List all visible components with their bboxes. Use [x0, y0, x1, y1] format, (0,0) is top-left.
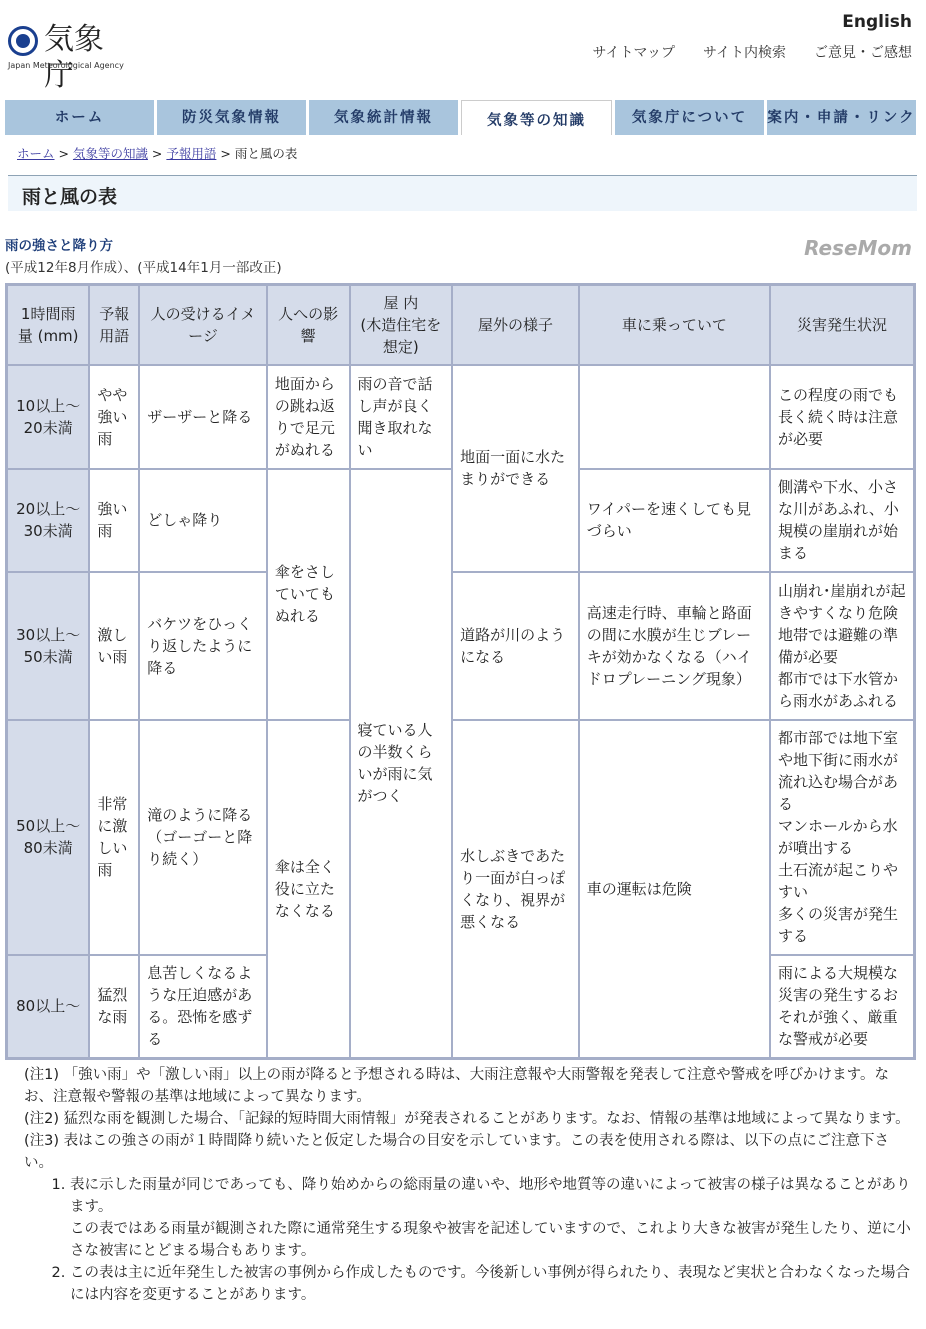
cell-indoor: 寝ている人の半数くらいが雨に気がつく: [350, 469, 453, 1059]
cell-effect: 傘をさしていてもぬれる: [267, 469, 350, 720]
cell-image: どしゃ降り: [139, 469, 267, 572]
rain-table: [5, 283, 916, 1060]
cell-term: 非常に激しい雨: [89, 720, 139, 955]
header-car: 車に乗っていて: [579, 285, 770, 365]
cell-car: 車の運転は危険: [579, 720, 770, 1059]
cell-outdoor: 道路が川のようになる: [452, 572, 579, 720]
cell-disaster: 山崩れ･崖崩れが起きやすくなり危険地帯では避難の準備が必要 都市では下水管から雨水があふれる: [770, 572, 915, 720]
site-search-link[interactable]: サイト内検索: [702, 45, 786, 61]
cell-car: ワイパーを速くしても見づらい: [579, 469, 770, 572]
sitemap-link[interactable]: サイトマップ: [592, 45, 675, 61]
cell-rain: 20以上～30未満: [7, 469, 90, 572]
nav-disaster-info[interactable]: 防災気象情報: [157, 100, 306, 135]
table-row: [7, 572, 915, 720]
cell-disaster: 雨による大規模な災害の発生するおそれが強く、厳重な警戒が必要: [770, 955, 915, 1059]
utility-links: [593, 42, 913, 62]
cell-rain: 10以上～20未満: [7, 365, 90, 469]
cell-term: やや強い雨: [89, 365, 139, 469]
cell-term: 強い雨: [89, 469, 139, 572]
cell-term: 激しい雨: [89, 572, 139, 720]
cell-image: 息苦しくなるような圧迫感がある。恐怖を感ずる: [139, 955, 267, 1059]
note-3: (注3) 表はこの強さの雨が１時間降り続いたと仮定した場合の目安を示しています。この表を使用される際は、以下の点にご注意下さい。: [24, 1133, 889, 1171]
cell-disaster: 側溝や下水、小さな川があふれ、小規模の崖崩れが始まる: [770, 469, 915, 572]
watermark-logo: ReseMom: [804, 236, 912, 260]
breadcrumb: ホーム > 気象等の知識 > 予報用語 > 雨と風の表: [17, 146, 298, 161]
nav-home[interactable]: ホーム: [5, 100, 154, 135]
feedback-link[interactable]: ご意見・ご感想: [814, 45, 912, 61]
cell-outdoor: 地面一面に水たまりができる: [452, 365, 579, 572]
cell-indoor: 雨の音で話し声が良く聞き取れない: [350, 365, 453, 469]
header-outdoor: 屋外の様子: [452, 285, 579, 365]
note-item: 2. この表は主に近年発生した被害の事例から作成したものです。今後新しい事例が得られたり、表現など実状と合わなくなった場合には内容を変更することがあります。: [70, 1262, 914, 1306]
main-nav: [5, 100, 916, 135]
cell-image: バケツをひっくり返したように降る: [139, 572, 267, 720]
header-effect: 人への影響: [267, 285, 350, 365]
breadcrumb-home[interactable]: ホーム: [17, 146, 55, 161]
table-row: [7, 365, 915, 469]
header-term: 予報用語: [89, 285, 139, 365]
jma-logo-mark-icon: [8, 26, 38, 56]
header-disaster: 災害発生状況: [770, 285, 915, 365]
header-image: 人の受けるイメージ: [139, 285, 267, 365]
jma-logo[interactable]: [6, 22, 131, 93]
note-item: 1. 表に示した雨量が同じであっても、降り始めからの総雨量の違いや、地形や地質等の違いによって被害の様子は異なることがあります。 この表ではある雨量が観測された際に通常発生する現象や被害を記述していますので、これより大きな被害が発生したり、逆に小さな被害にとどまる場合もあります。: [70, 1174, 914, 1262]
cell-effect: 地面からの跳ね返りで足元がぬれる: [267, 365, 350, 469]
nav-guide[interactable]: 案内・申請・リンク: [767, 100, 916, 135]
page-title: 雨と風の表: [8, 175, 917, 211]
content: [5, 283, 916, 1316]
section-subtitle: (平成12年8月作成）、(平成14年1月一部改正): [5, 260, 282, 276]
cell-term: 猛烈な雨: [89, 955, 139, 1059]
nav-about[interactable]: 気象庁について: [615, 100, 764, 135]
cell-car: 高速走行時、車輪と路面の間に水膜が生じブレーキが効かなくなる（ハイドロプレーニング現象）: [579, 572, 770, 720]
section-heading: 雨の強さと降り方: [5, 238, 113, 254]
english-link[interactable]: English: [842, 12, 912, 32]
nav-knowledge[interactable]: 気象等の知識: [461, 100, 612, 135]
logo-name: 気象庁: [44, 22, 104, 93]
logo-english-name: Japan Meteorological Agency: [8, 61, 124, 70]
note-1: (注1) 「強い雨」や「激しい雨」以上の雨が降ると予想される時は、大雨注意報や大雨警報を発表して注意や警戒を呼びかけます。なお、注意報や警報の基準は地域によって異なります。: [24, 1067, 889, 1105]
breadcrumb-terms[interactable]: 予報用語: [166, 146, 217, 161]
cell-disaster: この程度の雨でも長く続く時は注意が必要: [770, 365, 915, 469]
note-2: (注2) 猛烈な雨を観測した場合、「記録的短時間大雨情報」が発表されることがあります。なお、情報の基準は地域によって異なります。: [24, 1111, 910, 1127]
notes: [24, 1064, 914, 1306]
cell-outdoor: 水しぶきであたり一面が白っぽくなり、視界が悪くなる: [452, 720, 579, 1059]
cell-image: 滝のように降る（ゴーゴーと降り続く）: [139, 720, 267, 955]
cell-disaster: 都市部では地下室や地下街に雨水が流れ込む場合がある マンホールから水が噴出する 土石流が起こりやすい 多くの災害が発生する: [770, 720, 915, 955]
cell-effect: 傘は全く役に立たなくなる: [267, 720, 350, 1059]
cell-rain: 50以上～80未満: [7, 720, 90, 955]
header-rainfall: 1時間雨量 (mm): [7, 285, 90, 365]
cell-rain: 80以上～: [7, 955, 90, 1059]
nav-statistics[interactable]: 気象統計情報: [309, 100, 458, 135]
cell-car: [579, 365, 770, 469]
cell-rain: 30以上～50未満: [7, 572, 90, 720]
breadcrumb-current: 雨と風の表: [234, 146, 298, 161]
cell-image: ザーザーと降る: [139, 365, 267, 469]
header-indoor: 屋 内 (木造住宅を想定): [350, 285, 453, 365]
table-row: [7, 720, 915, 955]
breadcrumb-knowledge[interactable]: 気象等の知識: [72, 146, 148, 161]
